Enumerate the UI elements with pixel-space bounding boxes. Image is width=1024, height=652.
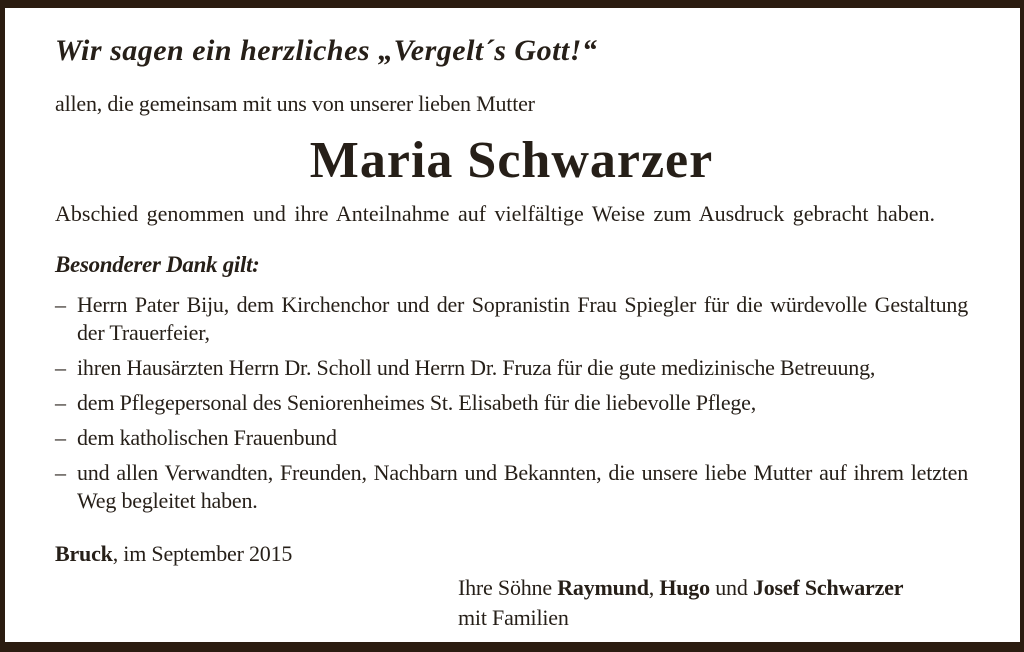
headline: Wir sagen ein herzliches „Vergelt´s Gott!“: [55, 34, 598, 67]
thanks-list: [55, 291, 968, 515]
dash-bullet: –: [55, 354, 66, 380]
son-name-3: Josef Schwarzer: [752, 574, 904, 600]
place-date-line: [55, 541, 968, 567]
signature-line-2: mit Familien: [458, 604, 569, 630]
body-paragraph: Abschied genommen und ihre Anteilnahme auf vielfältige Weise zum Ausdruck gebracht haben.: [55, 200, 936, 226]
dash-bullet: –: [55, 389, 66, 415]
notice-content: [5, 8, 1020, 633]
thanks-item: [55, 291, 968, 347]
thanks-item-text: dem katholischen Frauenbund: [77, 424, 337, 450]
thanks-item: [55, 424, 968, 452]
place-name: Bruck: [55, 540, 113, 566]
thanks-item-text: dem Pflegepersonal des Seniorenheimes St. Elisabeth für die liebevolle Pflege,: [77, 389, 757, 415]
thanks-item: [55, 459, 968, 515]
dash-bullet: –: [55, 291, 66, 317]
thanks-heading: Besonderer Dank gilt:: [55, 251, 260, 277]
thanks-item: [55, 389, 968, 417]
signature-separator: ,: [648, 574, 660, 600]
dash-bullet: –: [55, 424, 66, 450]
son-name-1: Raymund: [557, 574, 649, 600]
dash-bullet: –: [55, 459, 66, 485]
signature-prefix: Ihre Söhne: [458, 574, 558, 600]
son-name-2: Hugo: [659, 574, 710, 600]
signature-line-1: [458, 573, 968, 603]
thanks-item-text: und allen Verwandten, Freunden, Nachbarn und Bekannten, die unsere liebe Mutter auf ihrem letzten Weg begleitet haben.: [77, 459, 968, 513]
date-text: , im September 2015: [112, 540, 293, 566]
signature-separator: und: [709, 574, 753, 600]
intro-line: allen, die gemeinsam mit uns von unserer lieben Mutter: [55, 90, 535, 116]
signature-block: [458, 573, 968, 633]
thanks-item-text: ihren Hausärzten Herrn Dr. Scholl und Herrn Dr. Fruza für die gute medizinische Betreuung,: [77, 354, 876, 380]
thanks-item-text: Herrn Pater Biju, dem Kirchenchor und der Sopranistin Frau Spiegler für die würdevolle Gestaltung der Trauerfeier,: [77, 291, 968, 345]
deceased-name: Maria Schwarzer: [309, 131, 714, 189]
thanks-item: [55, 354, 968, 382]
